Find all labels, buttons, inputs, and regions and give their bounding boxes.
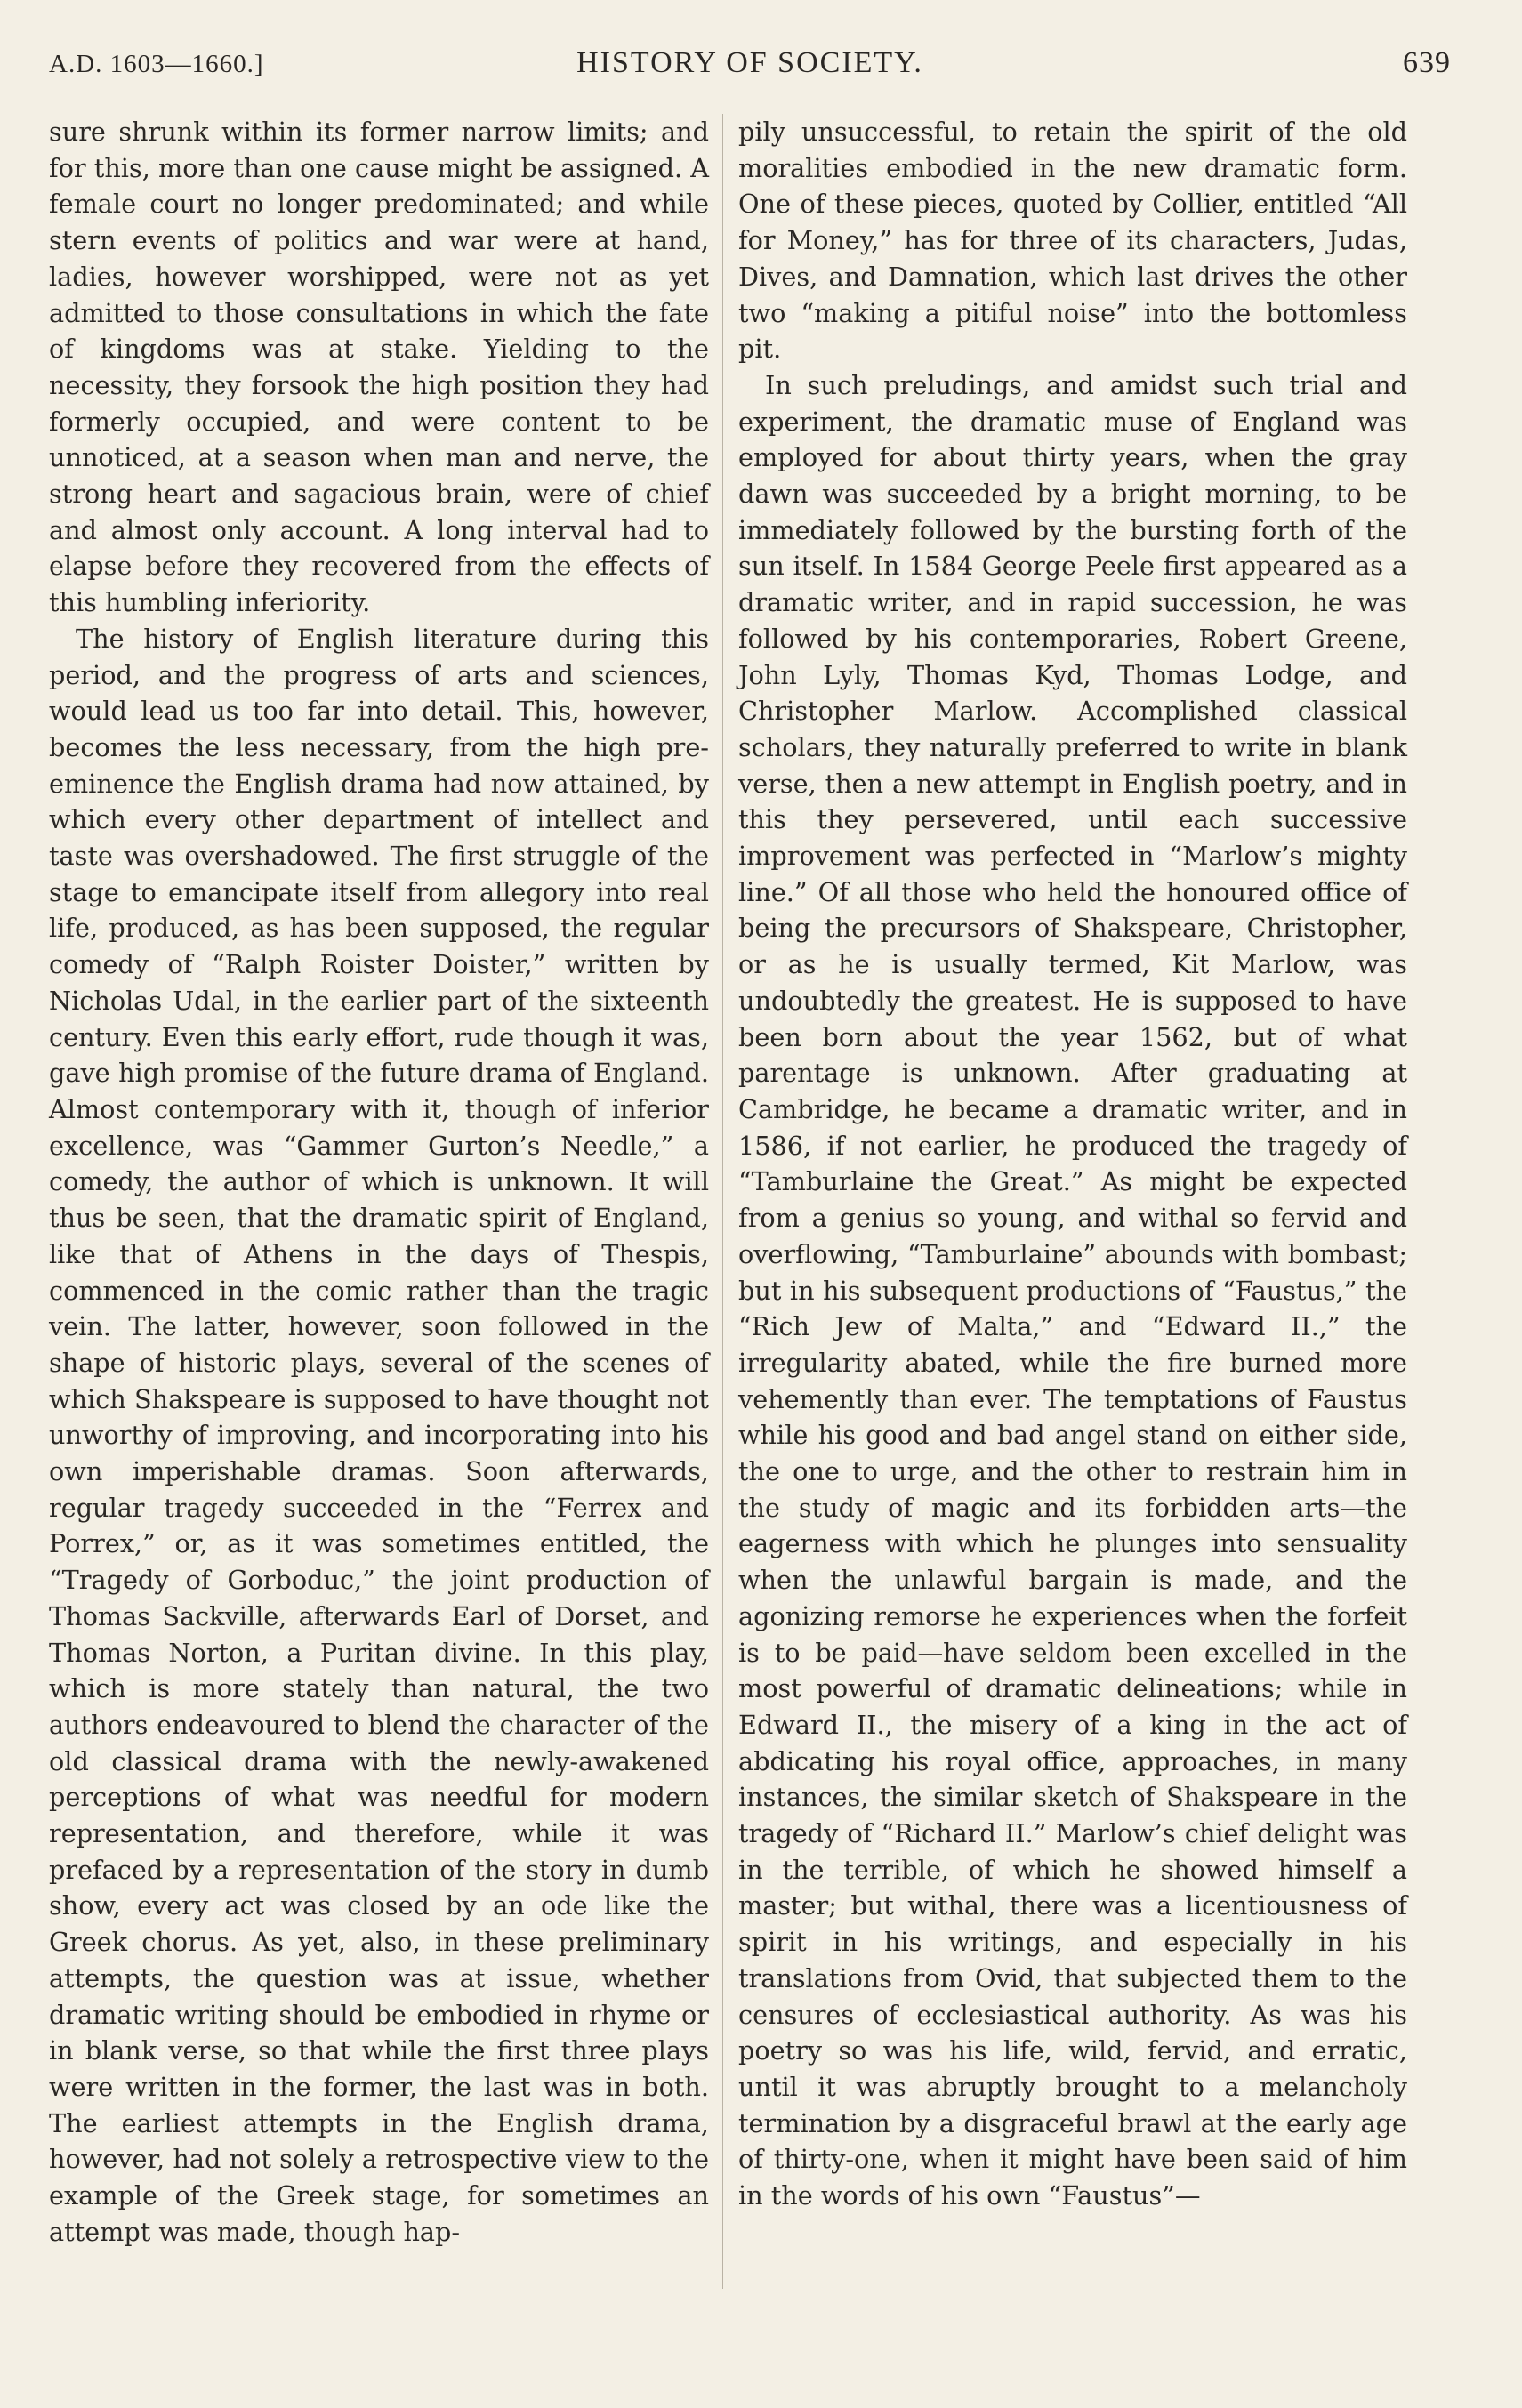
running-title: HISTORY OF SOCIETY. xyxy=(576,46,923,79)
paragraph: sure shrunk within its former narrow limits; and for this, more than one cause might be assigned. A female court no longer predominated; and while stern events of politics and war were at hand, ladies, however worshipped, were not as yet admitted to those consultations in which the fate of kingdoms was at stake. Yielding to the necessity, they forsook the high position they had formerly occupied, and were content to be unnoticed, at a season when man and nerve, the strong heart and sagacious brain, were of chief and almost only account. A long interval had to elapse before they recovered from the effects of this humbling inferiority. xyxy=(49,117,709,618)
date-range: A.D. 1603—1660.] xyxy=(49,50,264,78)
paragraph: pily unsuccessful, to retain the spirit of the old moralities embodied in the new dramatic form. One of these pieces, quoted by Collier, entitled “All for Money,” has for three of its characters, Judas, Dives, and Damnation, which last drives the other two “making a pitiful noise” into the bottomless pit. xyxy=(738,117,1407,365)
paragraph: In such preludings, and amidst such trial and experiment, the dramatic muse of England was employed for about thirty years, when the gray dawn was succeeded by a bright morning, to be immediately followed by the bursting forth of the sun itself. In 1584 George Peele first appeared as a dramatic writer, and in rapid succession, he was followed by his contemporaries, Robert Greene, John Lyly, Thomas Kyd, Thomas Lodge, and Christopher Marlow. Accomplished classical scholars, they naturally preferred to write in blank verse, then a new attempt in English poetry, and in this they persevered, until each successive improvement was perfected in “Marlow’s mighty line.” Of all those who held the honoured office of being the precursors of Shakspeare, Christopher, or as he is usually termed, Kit Marlow, was undoubtedly the greatest. He is supposed to have been born about the year 1562, but of what parentage is unknown. After graduating at Cambridge, he became a dramatic writer, and in 1586, if not earlier, he produced the tragedy of “Tamburlaine the Great.” As might be expected from a genius so young, and withal so fervid and overflowing, “Tamburlaine” abounds with bombast; but in his subsequent productions of “Faustus,” the “Rich Jew of Malta,” and “Edward II.,” the irregularity abated, while the fire burned more vehemently than ever. The temptations of Faustus while his good and bad angel stand on either side, the one to urge, and the other to restrain him in the study of magic and its forbidden arts—the eagerness with which he plunges into sensuality when the unlawful bargain is made, and the agonizing remorse he experiences when the forfeit is to be paid—have seldom been excelled in the most powerful of dramatic delineations; while in Edward II., the misery of a king in the act of abdicating his royal office, approaches, in many instances, the similar sketch of Shakspeare in the tragedy of “Richard II.” Marlow’s chief delight was in the terrible, of which he showed himself a master; but withal, there was a licentiousness of spirit in his writings, and especially in his translations from Ovid, that subjected them to the censures of ecclesiastical authority. As was his poetry so was his life, wild, fervid, and erratic, until it was abruptly brought to a melancholy termination by a disgraceful brawl at the early age of thirty-one, when it might have been said of him in the words of his own “Faustus”— xyxy=(738,369,1407,2211)
page-number: 639 xyxy=(1403,46,1451,79)
paragraph: The history of English literature during this period, and the progress of arts and sciences, would lead us too far into detail. This, however, becomes the less necessary, from the high pre-eminence the English drama had now attained, by which every other department of intellect and taste was overshadowed. The first struggle of the stage to emancipate itself from allegory into real life, produced, as has been supposed, the regular comedy of “Ralph Roister Doister,” written by Nicholas Udal, in the earlier part of the sixteenth century. Even this early effort, rude though it was, gave high promise of the future drama of England. Almost contemporary with it, though of inferior excellence, was “Gammer Gurton’s Needle,” a comedy, the author of which is unknown. It will thus be seen, that the dramatic spirit of England, like that of Athens in the days of Thespis, commenced in the comic rather than the tragic vein. The latter, however, soon followed in the shape of historic plays, several of the scenes of which Shakspeare is supposed to have thought not unworthy of improving, and incorporating into his own imperishable dramas. Soon afterwards, regular tragedy succeeded in the “Ferrex and Porrex,” or, as it was sometimes entitled, the “Tragedy of Gorboduc,” the joint production of Thomas Sackville, afterwards Earl of Dorset, and Thomas Norton, a Puritan divine. In this play, which is more stately than natural, the two authors endeavoured to blend the character of the old classical drama with the newly-awakened perceptions of what was needful for modern representation, and therefore, while it was prefaced by a representation of the story in dumb show, every act was closed by an ode like the Greek chorus. As yet, also, in these preliminary attempts, the question was at issue, whether dramatic writing should be embodied in rhyme or in blank verse, so that while the first three plays were written in the former, the last was in both. The earliest attempts in the English drama, however, had not solely a retrospective view to the example of the Greek stage, for sometimes an attempt was made, though hap- xyxy=(49,623,709,2247)
left-column xyxy=(49,114,709,2250)
right-column xyxy=(738,114,1407,2214)
running-header xyxy=(49,43,1451,85)
column-divider xyxy=(722,114,723,2289)
